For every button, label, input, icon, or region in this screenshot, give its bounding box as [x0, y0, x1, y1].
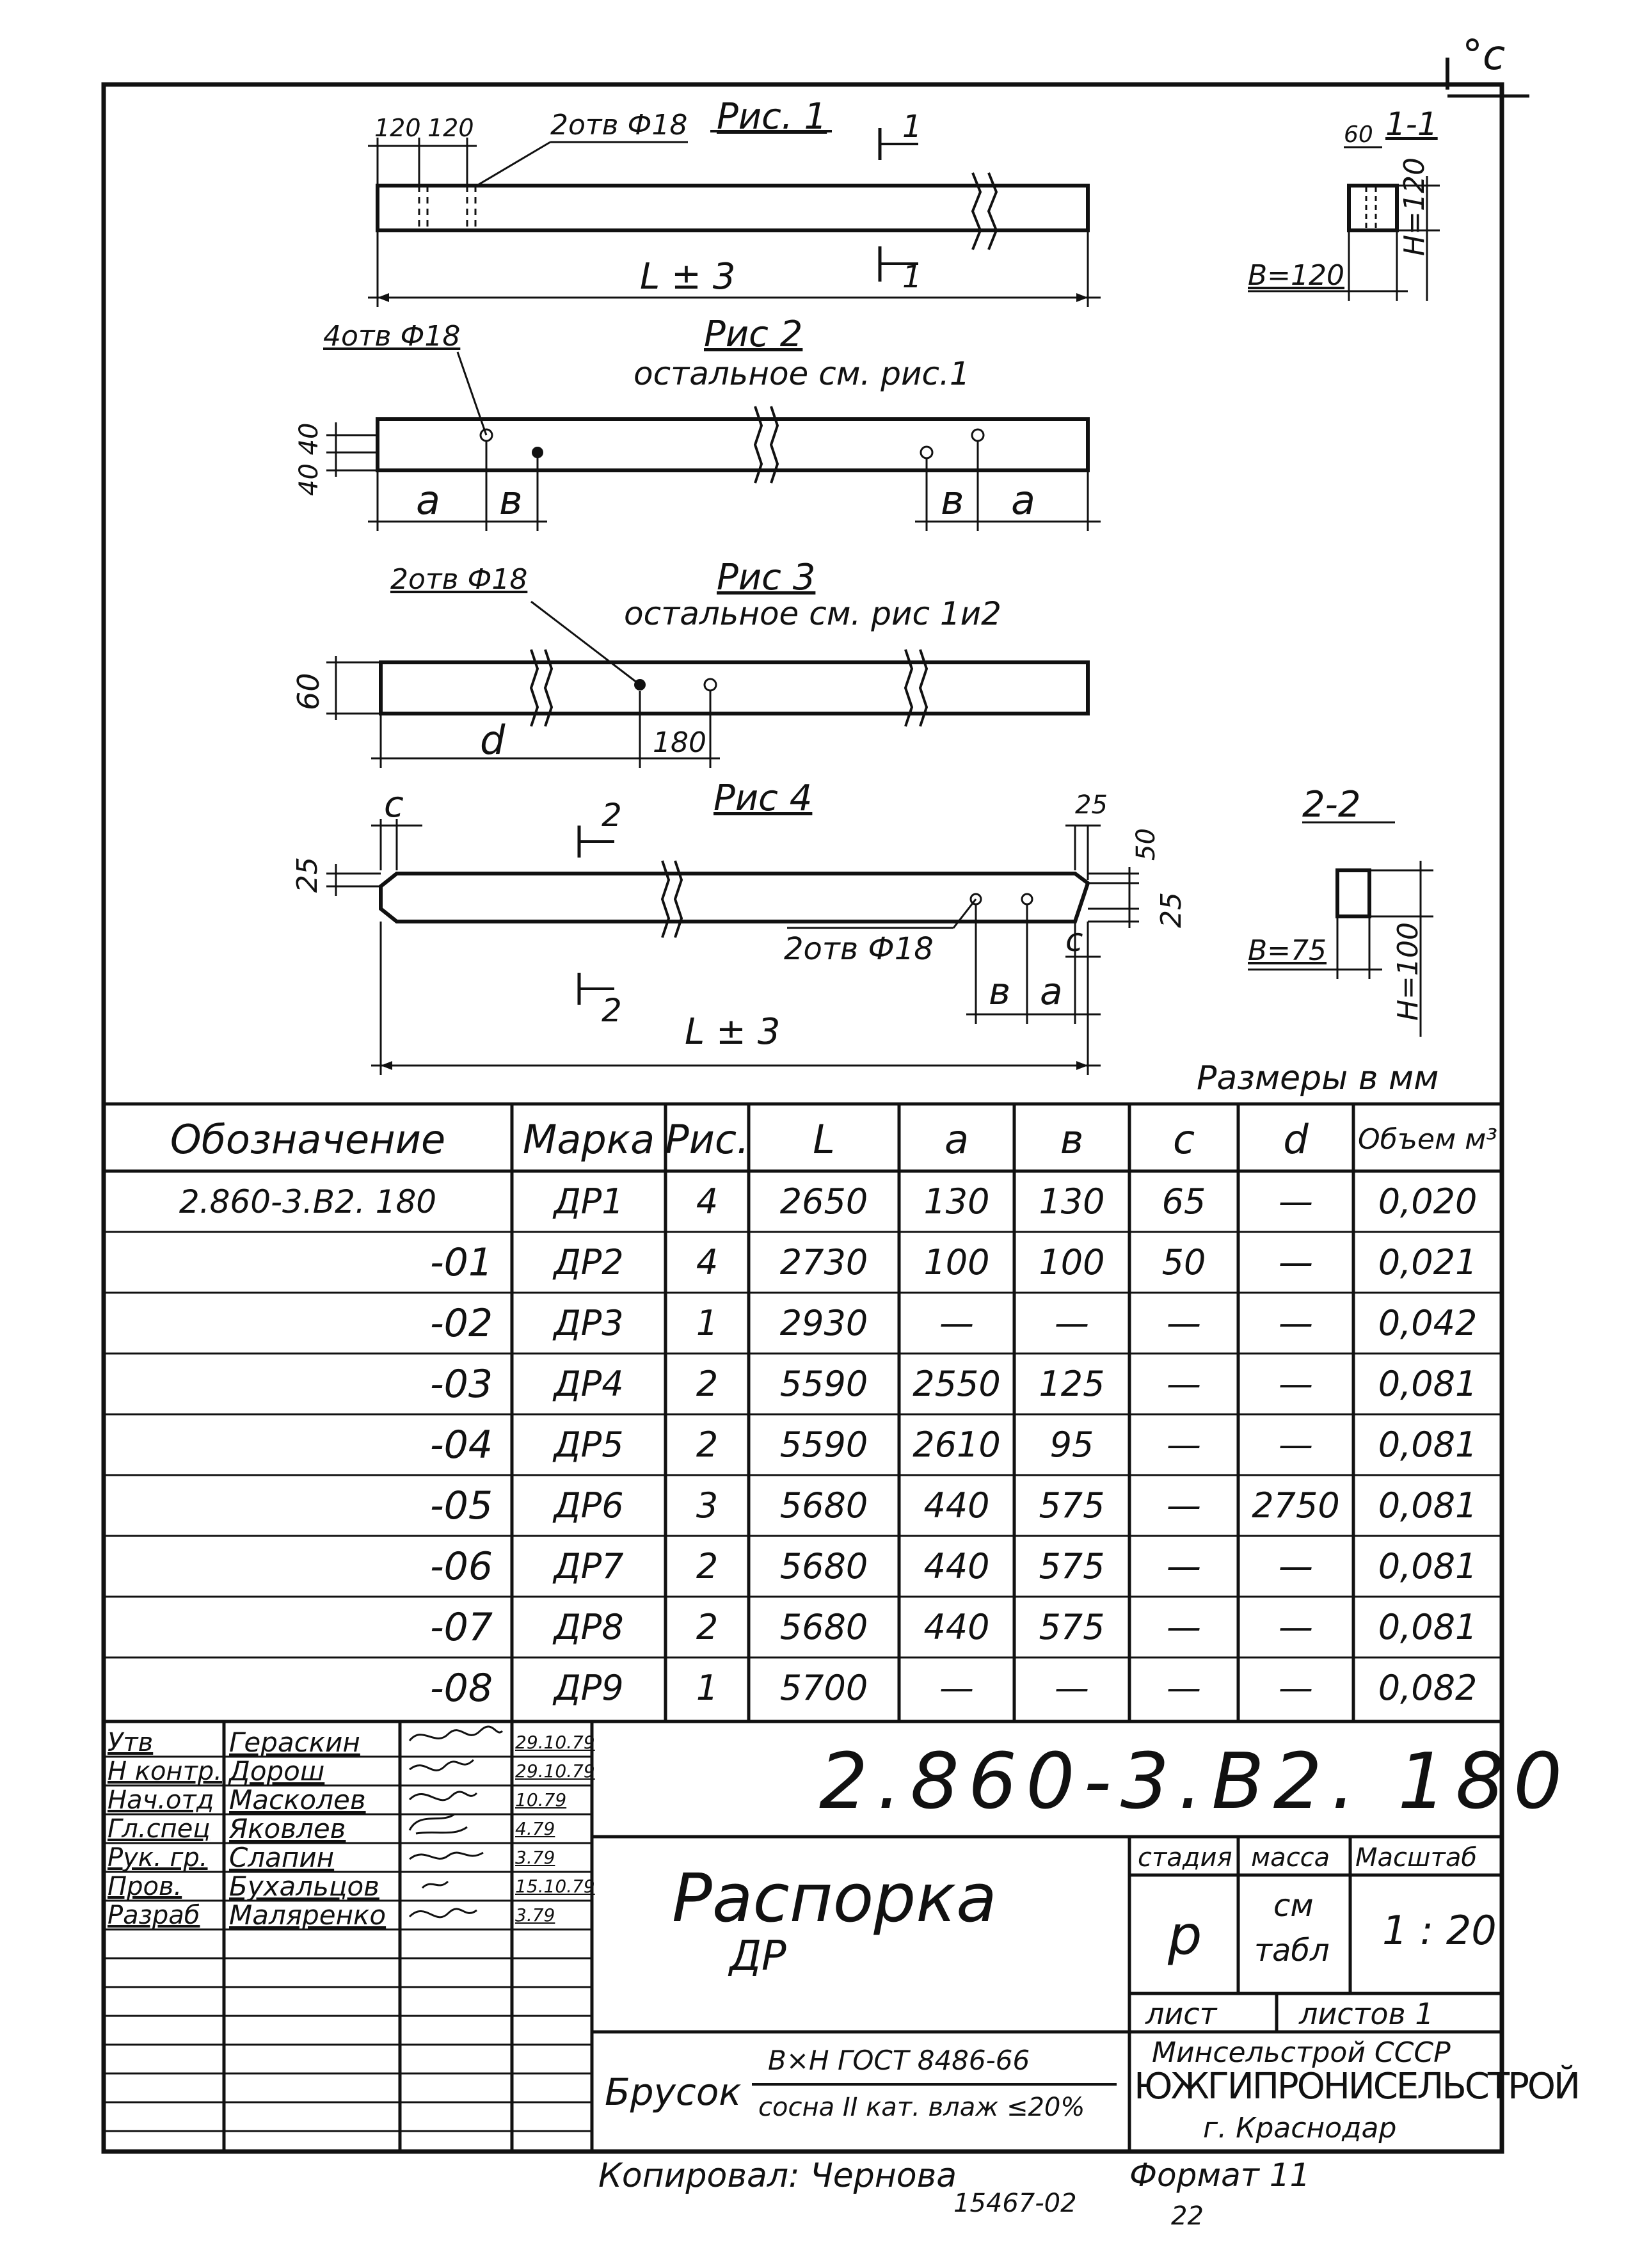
fig2-dim-a-left: a: [416, 477, 440, 523]
fig4-dim-25-top: 25: [1075, 790, 1108, 820]
cell-volume: 0,081: [1378, 1425, 1478, 1465]
section-1-1-top-dim: 60: [1344, 122, 1373, 148]
section-1-1-title: 1-1: [1385, 106, 1438, 143]
cell-designation: -03: [430, 1361, 493, 1407]
cell-b: —: [1055, 1668, 1089, 1708]
fig3-note: остальное см. рис 1и2: [624, 595, 1001, 632]
sheet-label: лист: [1145, 1997, 1217, 2031]
signature-role: Гл.спец: [108, 1814, 211, 1844]
cell-a: 2610: [913, 1425, 1001, 1465]
cell-designation: -07: [430, 1604, 493, 1650]
signature-role: Пров.: [108, 1871, 182, 1901]
cell-mark: ДР1: [554, 1181, 624, 1222]
cell-d: —: [1279, 1364, 1313, 1404]
cell-length: 2650: [779, 1181, 868, 1222]
cell-volume: 0,081: [1378, 1607, 1478, 1647]
cell-figure: 1: [696, 1303, 719, 1343]
section-1-1-height: H=120: [1398, 157, 1431, 256]
cell-designation: 2.860-3.В2. 180: [179, 1183, 437, 1220]
cell-length: 2930: [779, 1303, 868, 1343]
section-2-2-width: B=75: [1248, 934, 1327, 967]
header-b: в: [1060, 1115, 1084, 1163]
cell-mark: ДР4: [554, 1364, 624, 1404]
cell-a: 100: [923, 1242, 990, 1282]
cell-mark: ДР9: [554, 1668, 624, 1708]
cell-c: —: [1167, 1303, 1201, 1343]
cell-a: —: [939, 1668, 974, 1708]
fig4-c-left: c: [384, 784, 404, 826]
fig1-length-dim: L ± 3: [640, 256, 736, 298]
section-1-1-width: B=120: [1248, 259, 1345, 292]
signature-name: Бухальцов: [229, 1871, 379, 1902]
cell-length: 2730: [779, 1242, 868, 1282]
cell-designation: -02: [430, 1300, 493, 1346]
cell-d: 2750: [1252, 1485, 1340, 1526]
cell-b: 575: [1039, 1485, 1105, 1526]
header-figure: Рис.: [665, 1115, 749, 1163]
fig4-c-right: c: [1065, 922, 1083, 959]
cell-mark: ДР5: [554, 1425, 624, 1465]
cell-a: 130: [923, 1181, 990, 1222]
cell-a: —: [939, 1303, 974, 1343]
cell-c: —: [1167, 1668, 1201, 1708]
fig4-section-mark-bottom: 2: [602, 992, 622, 1029]
fig1-section-mark-top: 1: [902, 109, 922, 145]
signature-role: Нач.отд: [108, 1785, 214, 1815]
scale-label: Масштаб: [1355, 1843, 1478, 1873]
material-fraction-line: [752, 2083, 1117, 2086]
signature-name: Масколев: [229, 1784, 366, 1816]
product-name-line2: ДР: [729, 1933, 786, 1980]
cell-d: —: [1279, 1607, 1313, 1647]
fig2-note: остальное см. рис.1: [634, 355, 970, 392]
cell-d: —: [1279, 1668, 1313, 1708]
header-designation: Обозначение: [170, 1115, 446, 1163]
archive-code: 15467-02: [953, 2189, 1077, 2218]
cell-a: 2550: [913, 1364, 1001, 1404]
cell-a: 440: [923, 1607, 990, 1647]
sheet-format: Формат 11: [1129, 2157, 1311, 2194]
cell-mark: ДР6: [554, 1485, 624, 1526]
org-institute: ЮЖГИПРОНИСЕЛЬСТРОЙ: [1134, 2066, 1579, 2107]
fig2-holes-callout: 4отв Ф18: [323, 320, 461, 353]
signature-date: 3.79: [515, 1905, 555, 1926]
cell-c: —: [1167, 1425, 1201, 1465]
signature-role: Утв: [108, 1727, 154, 1757]
cell-c: —: [1167, 1364, 1201, 1404]
fig2-title: Рис 2: [704, 314, 803, 355]
signature-role: Н контр.: [108, 1756, 222, 1786]
signature-name: Гераскин: [229, 1727, 360, 1758]
signature-name: Яковлев: [229, 1813, 346, 1844]
fig3-dim-d: d: [480, 717, 506, 763]
fig4-title: Рис 4: [713, 778, 813, 819]
scale-value: 1 : 20: [1382, 1907, 1497, 1954]
product-name-line1: Распорка: [672, 1859, 997, 1937]
fig1-section-mark-bottom: 1: [902, 259, 922, 295]
cell-designation: -08: [430, 1665, 493, 1711]
header-length: L: [813, 1115, 835, 1163]
copied-by: Копировал: Чернова: [598, 2157, 957, 2195]
cell-figure: 2: [696, 1607, 719, 1647]
fig2-dim-b-right: в: [941, 477, 964, 523]
mass-label: масса: [1251, 1843, 1330, 1873]
signature-name: Дорош: [229, 1755, 325, 1787]
cell-figure: 3: [696, 1485, 719, 1526]
cell-c: —: [1167, 1607, 1201, 1647]
signature-role: Разраб: [108, 1900, 200, 1930]
cell-c: —: [1167, 1485, 1201, 1526]
cell-figure: 1: [696, 1668, 719, 1708]
fig4-dim-25-right: 25: [1155, 892, 1188, 928]
cell-length: 5680: [779, 1485, 868, 1526]
cell-figure: 4: [696, 1242, 719, 1282]
cell-c: —: [1167, 1546, 1201, 1586]
fig3-side-dim: 60: [291, 673, 326, 710]
cell-length: 5680: [779, 1546, 868, 1586]
cell-volume: 0,021: [1378, 1242, 1478, 1282]
cell-volume: 0,082: [1378, 1668, 1478, 1708]
cell-volume: 0,081: [1378, 1546, 1478, 1586]
fig2-dim-a-right: a: [1011, 477, 1035, 523]
cell-length: 5590: [779, 1364, 868, 1404]
signature-date: 29.10.79: [515, 1761, 595, 1782]
section-2-2-title: 2-2: [1302, 784, 1361, 826]
fig4-holes-callout: 2отв Ф18: [784, 931, 934, 967]
mass-value-line1: см: [1273, 1888, 1314, 1924]
sheet-number: 22: [1171, 2201, 1204, 2231]
cell-length: 5700: [779, 1668, 868, 1708]
stage-label: стадия: [1138, 1843, 1232, 1873]
stage-value: р: [1168, 1904, 1202, 1967]
fig4-section-mark-top: 2: [602, 797, 622, 834]
signature-date: 10.79: [515, 1789, 567, 1810]
org-city: г. Краснодар: [1203, 2112, 1397, 2144]
fig3-title: Рис 3: [717, 557, 816, 598]
fig1-title: Рис. 1: [717, 96, 827, 138]
cell-designation: -05: [430, 1483, 493, 1528]
cell-b: 575: [1039, 1607, 1105, 1647]
section-2-2-height: H=100: [1392, 922, 1424, 1021]
cell-b: 575: [1039, 1546, 1105, 1586]
cell-designation: -04: [430, 1422, 493, 1467]
fig1-dim-120-a: 120: [374, 114, 421, 142]
document-designation: 2.860-3.В2. 180: [819, 1737, 1572, 1826]
header-a: a: [945, 1115, 969, 1163]
cell-volume: 0,020: [1378, 1181, 1478, 1222]
fig4-dim-b: в: [989, 970, 1011, 1013]
cell-length: 5680: [779, 1607, 868, 1647]
cell-mark: ДР2: [554, 1242, 624, 1282]
signature-name: Маляренко: [229, 1899, 387, 1931]
material-label: Брусок: [605, 2070, 742, 2114]
cell-mark: ДР3: [554, 1303, 624, 1343]
cell-volume: 0,081: [1378, 1485, 1478, 1526]
cell-b: 125: [1039, 1364, 1105, 1404]
fig1-holes-callout: 2отв Ф18: [550, 109, 688, 141]
cell-b: 95: [1049, 1425, 1094, 1465]
signature-date: 4.79: [515, 1818, 555, 1839]
corner-mark: °c: [1462, 32, 1506, 79]
cell-b: 130: [1039, 1181, 1105, 1222]
signature-date: 29.10.79: [515, 1732, 595, 1753]
cell-designation: -01: [430, 1240, 493, 1285]
fig4-length-dim: L ± 3: [685, 1011, 781, 1053]
cell-mark: ДР8: [554, 1607, 624, 1647]
signature-name: Слапин: [229, 1842, 335, 1873]
cell-length: 5590: [779, 1425, 868, 1465]
header-d: d: [1283, 1115, 1309, 1163]
cell-d: —: [1279, 1546, 1313, 1586]
cell-figure: 4: [696, 1181, 719, 1222]
cell-a: 440: [923, 1546, 990, 1586]
cell-c: 65: [1161, 1181, 1206, 1222]
fig2-dim-b-left: в: [499, 477, 523, 523]
header-mark: Марка: [522, 1115, 655, 1163]
signature-date: 3.79: [515, 1847, 555, 1868]
cell-a: 440: [923, 1485, 990, 1526]
cell-designation: -06: [430, 1544, 493, 1589]
fig4-dim-50: 50: [1131, 828, 1161, 861]
cell-figure: 2: [696, 1546, 719, 1586]
cell-volume: 0,042: [1378, 1303, 1478, 1343]
fig3-dim-180: 180: [653, 726, 706, 759]
mass-value-line2: табл: [1254, 1933, 1330, 1969]
cell-figure: 2: [696, 1364, 719, 1404]
fig1-dim-120-b: 120: [427, 114, 474, 142]
cell-b: —: [1055, 1303, 1089, 1343]
cell-volume: 0,081: [1378, 1364, 1478, 1404]
cell-d: —: [1279, 1242, 1313, 1282]
signature-role: Рук. гр.: [108, 1842, 208, 1873]
header-volume: Объем м³: [1358, 1122, 1497, 1156]
cell-d: —: [1279, 1303, 1313, 1343]
cell-d: —: [1279, 1181, 1313, 1222]
cell-mark: ДР7: [554, 1546, 624, 1586]
cell-c: 50: [1161, 1242, 1206, 1282]
fig4-dim-a: a: [1040, 970, 1063, 1013]
fig4-dim-25-left: 25: [291, 857, 324, 893]
signature-date: 15.10.79: [515, 1876, 595, 1897]
material-spec-bottom: сосна II кат. влаж ≤20%: [758, 2093, 1085, 2122]
material-spec-top: В×Н ГОСТ 8486-66: [768, 2045, 1030, 2076]
org-ministry: Минсельстрой СССР: [1152, 2036, 1451, 2069]
cell-d: —: [1279, 1425, 1313, 1465]
header-c: c: [1172, 1115, 1195, 1163]
units-note: Размеры в мм: [1197, 1059, 1439, 1098]
fig3-holes-callout: 2отв Ф18: [390, 563, 528, 596]
fig2-side-dim: 40 40: [294, 422, 324, 496]
cell-figure: 2: [696, 1425, 719, 1465]
cell-b: 100: [1039, 1242, 1105, 1282]
sheets-label: листов 1: [1299, 1997, 1434, 2031]
